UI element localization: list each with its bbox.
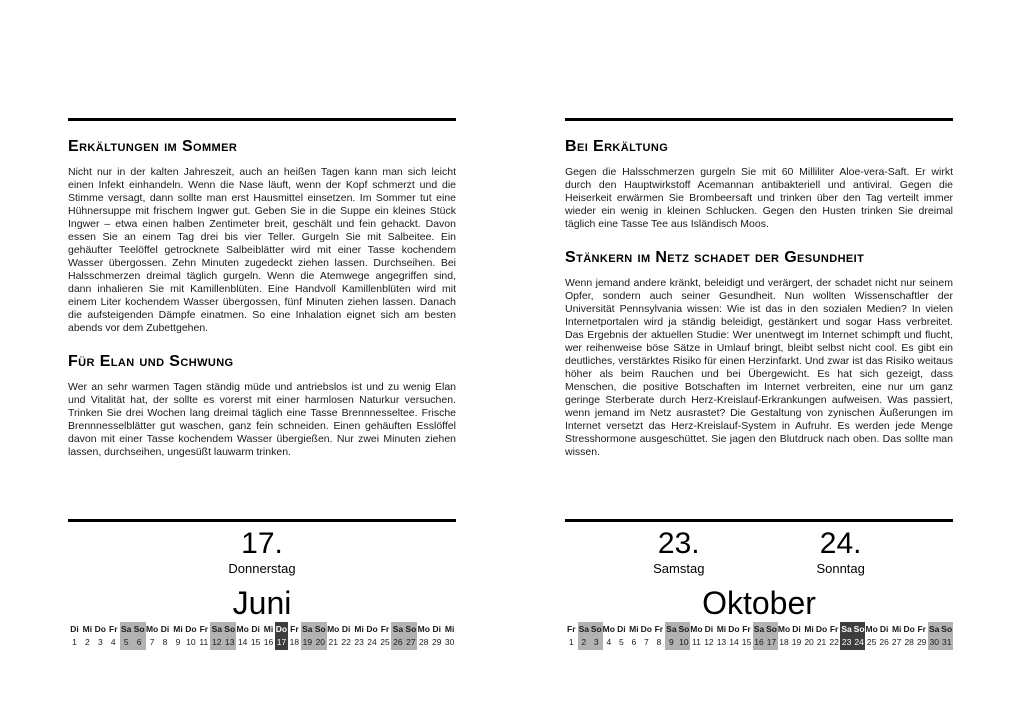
calendar-page-right [565,0,953,721]
section-title: Erkältungen im Sommer [68,138,238,155]
section-title: Für Elan und Schwung [68,353,234,370]
month-name: Juni [232,585,292,621]
calendar-day-28: Do 28 [903,624,915,647]
month-name: Oktober [702,585,816,621]
calendar-day-28: Mo 28 [417,624,430,647]
calendar-day-21: Mo 21 [327,624,340,647]
calendar-day-14: Mo 14 [236,624,249,647]
calendar-day-23: Mi 23 [354,624,364,647]
calendar-day-6: Mi 6 [629,624,639,647]
date-column [816,528,864,577]
calendar-day-20: Mi 20 [804,624,814,647]
day-number: 23. [657,527,700,560]
calendar-day-25: Fr 25 [380,624,390,647]
calendar-day-22: Fr 22 [829,624,839,647]
section-title: Stänkern im Netz schadet der Gesundheit [565,249,865,266]
calendar-day-19: Di 19 [791,624,802,647]
date-column [653,528,704,577]
calendar-day-25: Mo 25 [865,624,878,647]
calendar-day-12: Di 12 [704,624,714,647]
calendar-day-4: Mo 4 [602,624,615,647]
top-rule [68,118,456,121]
calendar-day-30: Sa 30 [928,622,941,650]
bottom-rule [565,519,953,522]
calendar-day-26: Di 26 [879,624,889,647]
calendar-day-8: Di 8 [160,624,170,647]
bottom-rule [68,519,456,522]
calendar-day-12: Sa 12 [210,622,223,650]
calendar-page-left [68,0,456,721]
calendar-day-19: Sa 19 [301,622,314,650]
calendar-day-13: So 13 [223,622,236,650]
calendar-day-4: Fr 4 [109,624,118,647]
article-content [565,138,953,477]
month-calendar-strip [565,622,953,650]
calendar-day-11: Fr 11 [199,624,209,647]
calendar-day-7: Mo 7 [145,624,159,647]
calendar-day-21: Do 21 [815,624,828,647]
calendar-day-3: So 3 [590,622,603,650]
calendar-day-24: So 24 [853,622,866,650]
calendar-day-13: Mi 13 [716,624,727,647]
day-number: 17. [241,527,283,560]
calendar-day-15: Di 15 [250,624,261,647]
section-body: Nicht nur in der kalten Jahreszeit, auch an heißen Tagen kann man sich leicht einen Infekt einhandeln. Wenn die Nase läuft, wenn der Kopf schmerzt und die Stimme versagt, dann sollte man erst Hausmittel einsetzen. Im Sommer tut eine Hühnersuppe mit frischem Ingwer gut. Geben Sie in die Suppe ein kleines Stück Ingwer – etwa einen halben Zentimeter breit, geschält und fein gehackt. Davon essen Sie an einem Tag drei bis vier Teller. Gurgeln Sie mit Salbeitee. Ein gehäufter Teelöffel getrocknete Salbeiblätter wird mit einer Tasse kochendem Wasser übergossen. Zehn Minuten zugedeckt ziehen lassen. Durchseihen. Bei Halsschmerzen dreimal täglich gurgeln. Wenn die Atemwege angegriffen sind, dann inhalieren Sie mit Kamillenblüten. Eine Handvoll Kamillenblüten wird mit einem Liter kochendem Wasser übergossen, fünf Minuten ziehen lassen. Danach die aufsteigenden Dämpfe einatmen. So eine Inhalation eignet sich am besten abends vor dem Zubettgehen. [68,166,456,334]
section-body: Wer an sehr warmen Tagen ständig müde und antriebslos ist und zu wenig Elan und Vitalität hat, der sollte es vorerst mit einer harmlosen Naturkur versuchen. Trinken Sie drei Wochen lang dreimal täglich eine Tasse Brennnesseltee. Frische Brennnesselblätter gut waschen, ganz fein schneiden. Einen gehäuften Esslöffel davon mit einer Tasse kochendem Wasser übergießen. Nur zwei Minuten ziehen lassen, durchseihen, ungesüßt lauwarm trinken. [68,381,456,458]
calendar-day-22: Di 22 [341,624,351,647]
section-body: Wenn jemand andere kränkt, beleidigt und verärgert, der schadet nicht nur seinem Opfer, sondern auch seiner Gesundheit. Nun wollten Wissenschaftler der Universität Pennsylvania wissen: Wie ist das in den sozialen Medien? In vielen Internetportalen wird ja ständig beleidigt, gestänkert und sogar Hass verbreitet. Das Ergebnis der aktuellen Studie: Wer unentwegt im Internet schimpft und flucht, wer reihenweise böse Sätze in Umlauf bringt, bleibt selbst nicht cool. Es gibt ein deutliches, verstärktes Risiko für einen Herzinfarkt. Und zwar ist das Risiko weitaus höher als beim Rauchen und bei Übergewicht. Es hat sich gezeigt, dass Menschen, die positive Botschaften im Internet verbreiten, eine nur um ganz geringe Sterberate durch Herz-Kreislauf-Erkrankungen aufweisen. Was passiert, wenn jemand im Netz ausrastet? Die Gestaltung von zynischen Äußerungen im Internet versetzt das Herz-Kreislauf-System in Aufruhr. Es werden jede Menge Stresshormone ausgeschüttet. Sie jagen den Blutdruck nach oben. Das sollte man wissen. [565,277,953,458]
calendar-day-17: So 17 [765,622,778,650]
weekday-label: Sonntag [816,561,865,576]
calendar-day-2: Mi 2 [82,624,93,647]
calendar-day-5: Di 5 [617,624,626,647]
calendar-day-1: Fr 1 [567,624,576,647]
section-body: Gegen die Halsschmerzen gurgeln Sie mit 60 Milliliter Aloe-vera-Saft. Er wirkt durch den Hauptwirkstoff Acemannan antibakteriell und antiviral. Gegen die Heiserkeit erwärmen Sie Brombeersaft und trinken über den Tag verteilt immer wieder ein wenig in kleinen Schlucken. Gegen den Husten trinken Sie dreimal täglich eine Tasse Tee aus Isländisch Moos. [565,166,953,230]
calendar-day-18: Mo 18 [777,624,791,647]
calendar-day-23: Sa 23 [840,622,853,650]
weekday-label: Samstag [653,561,705,576]
article-content [68,138,456,477]
calendar-day-17: Do 17 [275,622,288,650]
calendar-day-9: Mi 9 [173,624,183,647]
calendar-day-8: Fr 8 [654,624,664,647]
section-title: Bei Erkältung [565,138,669,155]
date-block [68,528,456,620]
calendar-day-6: So 6 [133,622,146,650]
calendar-day-15: Fr 15 [741,624,752,647]
calendar-day-11: Mo 11 [690,624,703,647]
calendar-day-3: Do 3 [94,624,107,647]
calendar-day-27: Mi 27 [891,624,902,647]
calendar-day-18: Fr 18 [289,624,300,647]
calendar-day-10: So 10 [678,622,691,650]
top-rule [565,118,953,121]
calendar-day-7: Do 7 [640,624,653,647]
weekend-dates-row [565,528,953,577]
calendar-day-9: Sa 9 [665,622,678,650]
calendar-day-16: Mi 16 [263,624,274,647]
calendar-day-2: Sa 2 [578,622,591,650]
calendar-day-29: Di 29 [431,624,442,647]
date-block [565,528,953,620]
calendar-day-31: So 31 [940,622,953,650]
calendar-day-24: Do 24 [366,624,378,647]
calendar-day-20: So 20 [314,622,327,650]
calendar-day-1: Di 1 [70,624,79,647]
calendar-day-10: Do 10 [185,624,197,647]
calendar-day-30: Mi 30 [444,624,455,647]
calendar-day-26: Sa 26 [391,622,404,650]
day-number: 24. [819,527,862,560]
calendar-day-27: So 27 [404,622,417,650]
calendar-day-29: Fr 29 [916,624,927,647]
calendar-day-5: Sa 5 [120,622,133,650]
month-calendar-strip [68,622,456,650]
calendar-day-16: Sa 16 [753,622,766,650]
weekday-label: Donnerstag [228,561,296,576]
calendar-day-14: Do 14 [728,624,740,647]
